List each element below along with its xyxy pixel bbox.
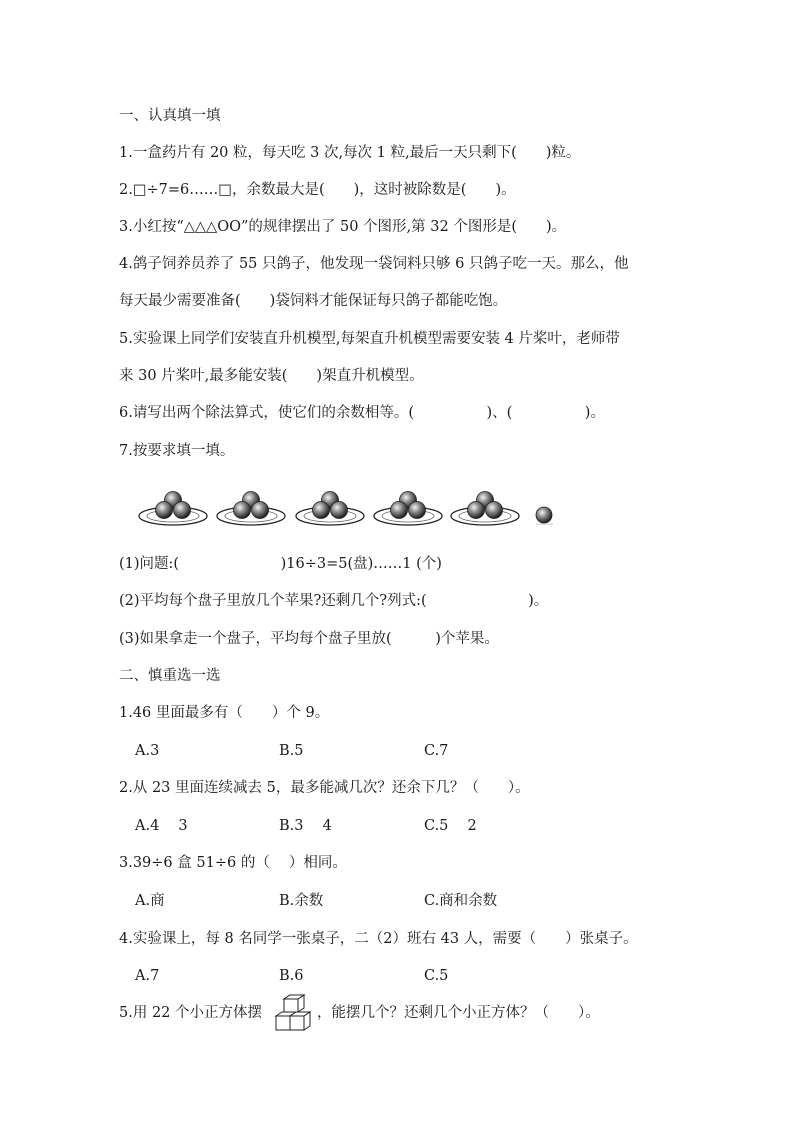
- option-2-2-b: B.3 4: [279, 818, 332, 834]
- plate-4: [374, 492, 442, 526]
- question-1-7-sub3: (3)如果拿走一个盘子，平均每个盘子里放( )个苹果。: [119, 631, 499, 647]
- question-2-2: 2.从 23 里面连续减去 5，最多能减几次？还余下几？（ ）。: [119, 780, 530, 796]
- option-2-2-a: A.4 3: [135, 818, 188, 834]
- option-2-1-a: A.3: [135, 743, 160, 759]
- question-1-3: 3.小红按“△△△OO”的规律摆出了 50 个图形,第 32 个图形是( )。: [119, 219, 567, 235]
- option-2-3-b: B.余数: [279, 893, 324, 909]
- question-2-5-before: 5.用 22 个小正方体摆: [119, 1005, 263, 1021]
- option-2-4-a: A.7: [135, 968, 160, 984]
- question-1-2: 2.□÷7=6……□，余数最大是( )，这时被除数是( )。: [119, 182, 516, 198]
- loose-apple: [536, 507, 553, 524]
- plate-1: [139, 492, 207, 526]
- question-2-3: 3.39÷6 盒 51÷6 的（ ）相同。: [119, 855, 347, 871]
- question-1-4-line2: 每天最少需要准备( )袋饲料才能保证每只鸽子都能吃饱。: [119, 293, 508, 309]
- section2-title: 二、慎重选一选: [119, 668, 221, 684]
- option-2-2-c: C.5 2: [424, 818, 477, 834]
- section1-title: 一、认真填一填: [119, 108, 221, 124]
- question-1-1: 1.一盒药片有 20 粒，每天吃 3 次,每次 1 粒,最后一天只剩下( )粒。: [119, 145, 581, 161]
- plate-2: [217, 492, 285, 526]
- question-1-6: 6.请写出两个除法算式，使它们的余数相等。( )、( )。: [119, 405, 605, 421]
- option-2-4-b: B.6: [279, 968, 304, 984]
- option-2-3-a: A.商: [135, 893, 165, 909]
- option-2-4-c: C.5: [424, 968, 449, 984]
- option-2-1-b: B.5: [279, 743, 304, 759]
- question-1-7-sub2: (2)平均每个盘子里放几个苹果?还剩几个?列式:( )。: [119, 593, 549, 609]
- question-1-7-sub1: (1)问题:( )16÷3=5(盘)……1 (个): [119, 556, 442, 572]
- question-2-5-after: ，能摆几个？还剩几个小正方体？（ ）。: [317, 1005, 600, 1021]
- question-1-4-line1: 4.鸽子饲养员养了 55 只鸽子，他发现一袋饲料只够 6 只鸽子吃一天。那么，他: [119, 256, 629, 272]
- question-1-5-line1: 5.实验课上同学们安装直升机模型,每架直升机模型需要安装 4 片桨叶，老师带: [119, 331, 620, 347]
- question-1-5-line2: 来 30 片桨叶,最多能安装( )架直升机模型。: [119, 368, 424, 384]
- apple-plates-icon: [135, 488, 565, 534]
- cube-stack-icon: [274, 993, 316, 1033]
- question-1-7: 7.按要求填一填。: [119, 443, 235, 459]
- option-2-1-c: C.7: [424, 743, 449, 759]
- plate-5: [451, 492, 519, 526]
- plate-3: [296, 492, 364, 526]
- question-2-1: 1.46 里面最多有（ ）个 9。: [119, 705, 330, 721]
- option-2-3-c: C.商和余数: [424, 893, 498, 909]
- question-2-4: 4.实验课上，每 8 名同学一张桌子，二（2）班右 43 人，需要（ ）张桌子。: [119, 931, 638, 947]
